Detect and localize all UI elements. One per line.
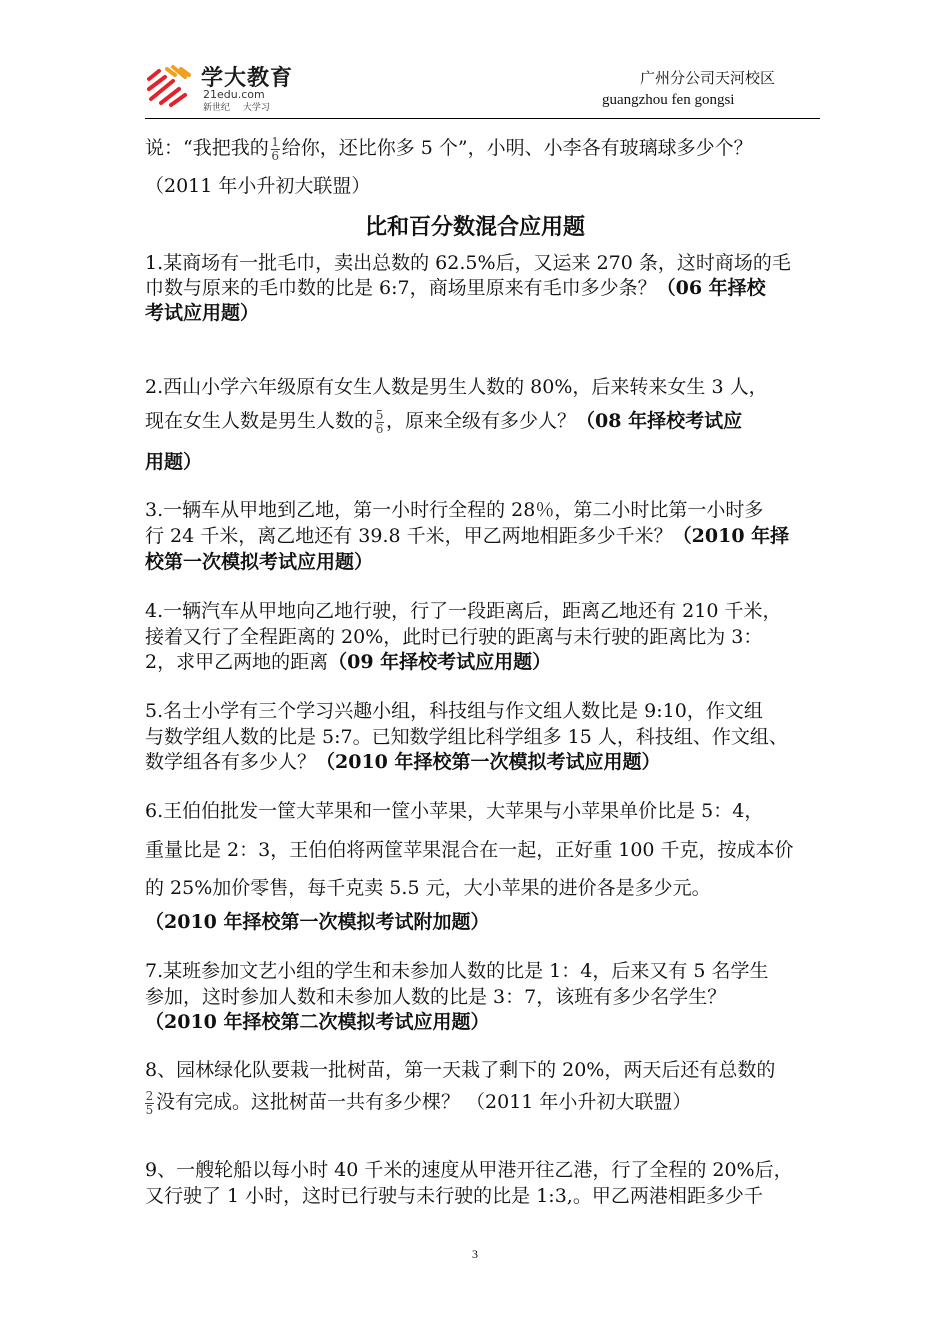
- problem-9-line-2: 又行驶了 1 小时，这时已行驶与未行驶的比是 1:3,。甲乙两港相距多少千: [145, 1185, 763, 1207]
- problem-2-line-2: [145, 408, 742, 436]
- text: 巾数与原来的毛巾数的比是 6:7，商场里原来有毛巾多少条？: [145, 277, 657, 299]
- problem-5-line-3: [145, 749, 661, 775]
- logo: [145, 55, 345, 115]
- problem-1-line-1: 1.某商场有一批毛巾，卖出总数的 62.5%后，又运来 270 条，这时商场的毛: [145, 252, 791, 274]
- problem-3-line-2: [145, 523, 789, 549]
- source-tag: （2010 年择校第一次模拟考试应用题）: [316, 751, 661, 773]
- problem-9-line-1: 9、一艘轮船以每小时 40 千米的速度从甲港开往乙港，行了全程的 20%后，: [145, 1159, 793, 1181]
- problem-7-line-2: 参加，这时参加人数和未参加人数的比是 3：7，该班有多少名学生？: [145, 986, 727, 1008]
- page-number: 3: [472, 1247, 478, 1261]
- source-tag: （08 年择校考试应: [576, 410, 743, 432]
- text: 给你，还比你多 5 个”，小明、小李各有玻璃球多少个？: [281, 137, 753, 159]
- frac-den: 5: [145, 1102, 154, 1117]
- text: 行 24 千米，离乙地还有 39.8 千米，甲乙两地相距多少千米？: [145, 525, 673, 547]
- text: 现在女生人数是男生人数的: [145, 410, 374, 432]
- source-tag: （09 年择校考试应用题）: [328, 651, 552, 673]
- problem-5-line-2: 与数学组人数的比是 5:7。已知数学组比科学组多 15 人，科技组、作文组、: [145, 726, 788, 748]
- problem-7-line-1: 7.某班参加文艺小组的学生和未参加人数的比是 1：4，后来又有 5 名学生: [145, 960, 769, 982]
- problem-4-line-3: [145, 649, 551, 675]
- fraction-one-sixth: [271, 136, 280, 163]
- problem-1-line-2: [145, 275, 766, 301]
- frac-den: 6: [271, 148, 280, 163]
- campus-pinyin: guangzhou fen gongsi: [601, 92, 735, 108]
- text: 2，求甲乙两地的距离: [145, 651, 329, 673]
- campus-block: [602, 67, 775, 109]
- xueda-logo-icon: [145, 63, 193, 111]
- section-title: 比和百分数混合应用题: [364, 215, 585, 240]
- source-tag: （2010 年择: [672, 525, 790, 547]
- problem-3-line-3: 校第一次模拟考试应用题）: [145, 551, 374, 573]
- frac-den: 6: [375, 421, 384, 436]
- frac-num: 2: [145, 1088, 154, 1103]
- problem-4-line-2: 接着又行了全程距离的 20%，此时已行驶的距离与未行驶的距离比为 3：: [145, 626, 763, 648]
- campus-name: 广州分公司天河校区: [639, 69, 775, 87]
- frac-num: 1: [271, 134, 280, 149]
- logo-title: 学大教育: [201, 66, 294, 91]
- problem-8-line-2: [145, 1089, 691, 1117]
- logo-slogan: 新世纪 大学习: [203, 103, 270, 113]
- text: 没有完成。这批树苗一共有多少棵？ （2011 年小升初大联盟）: [156, 1091, 692, 1113]
- intro-line-1: [145, 135, 753, 163]
- fraction-two-fifths: [145, 1090, 154, 1117]
- fraction-five-sixths: [375, 409, 384, 436]
- text: ，原来全级有多少人？: [386, 410, 577, 432]
- intro-line-2: （2011 年小升初大联盟）: [145, 175, 371, 197]
- problem-1-line-3: 考试应用题）: [145, 302, 260, 324]
- problem-6-line-2: 重量比是 2：3，王伯伯将两筐苹果混合在一起，正好重 100 千克，按成本价: [145, 839, 794, 861]
- problem-7-line-3: （2010 年择校第二次模拟考试应用题）: [145, 1011, 490, 1033]
- header-rule: [145, 118, 820, 119]
- logo-url: 21edu.com: [203, 88, 265, 101]
- frac-num: 5: [375, 407, 384, 422]
- source-tag: （06 年择校: [656, 277, 766, 299]
- problem-8-line-1: 8、园林绿化队要栽一批树苗，第一天栽了剩下的 20%，两天后还有总数的: [145, 1059, 776, 1081]
- problem-6-line-1: 6.王伯伯批发一筐大苹果和一筐小苹果，大苹果与小苹果单价比是 5：4，: [145, 800, 764, 822]
- text: 说：“我把我的: [145, 137, 269, 159]
- problem-2-line-3: 用题）: [145, 451, 203, 473]
- problem-4-line-1: 4.一辆汽车从甲地向乙地行驶，行了一段距离后，距离乙地还有 210 千米，: [145, 600, 782, 622]
- text: 数学组各有多少人？: [145, 751, 317, 773]
- problem-6-line-4: （2010 年择校第一次模拟考试附加题）: [145, 911, 490, 933]
- problem-3-line-1: 3.一辆车从甲地到乙地，第一小时行全程的 28％，第二小时比第一小时多: [145, 499, 764, 521]
- problem-6-line-3: 的 25%加价零售，每千克卖 5.5 元，大小苹果的进价各是多少元。: [145, 877, 711, 899]
- page-header: [145, 55, 850, 125]
- problem-2-line-1: 2.西山小学六年级原有女生人数是男生人数的 80%，后来转来女生 3 人，: [145, 376, 768, 398]
- problem-5-line-1: 5.名士小学有三个学习兴趣小组，科技组与作文组人数比是 9:10，作文组: [145, 700, 763, 722]
